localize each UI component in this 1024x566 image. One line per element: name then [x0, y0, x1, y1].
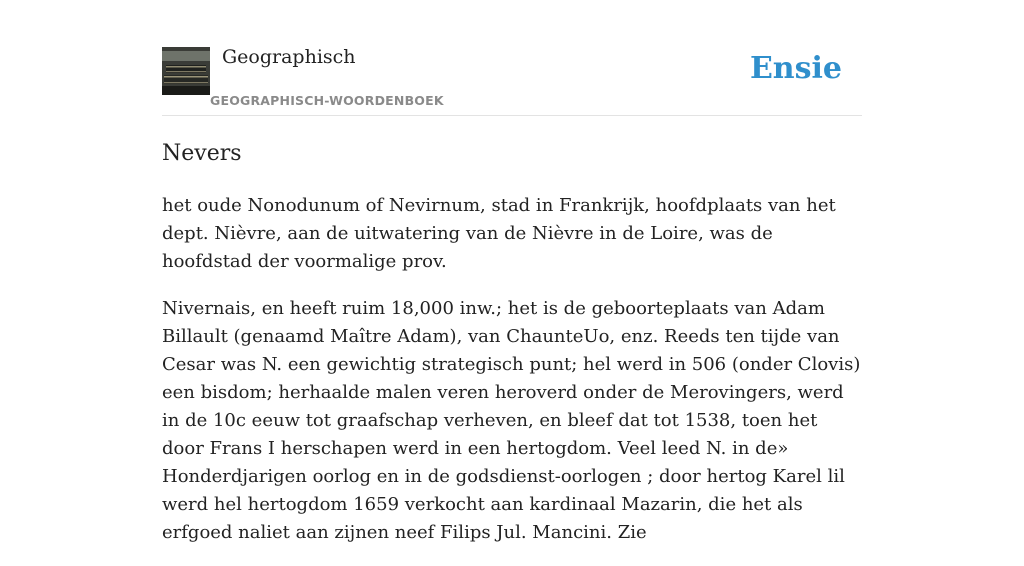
books-photo-icon[interactable]: [162, 47, 210, 95]
article-paragraph: het oude Nonodunum of Nevirnum, stad in Frankrijk, hoofdplaats van het dept. Nièvre, aan de uitwatering van de Nièvre in de Loire, was de hoofdstad der voormalige prov.: [162, 195, 836, 272]
article: [162, 138, 862, 566]
brand-logo-link[interactable]: Ensie: [749, 51, 842, 86]
site-header: [162, 46, 862, 116]
article-title: Nevers: [162, 141, 242, 166]
site-subtitle[interactable]: GEOGRAPHISCH-WOORDENBOEK: [210, 93, 444, 108]
site-title[interactable]: Geographisch: [222, 46, 356, 68]
article-paragraph: Nivernais, en heeft ruim 18,000 inw.; het is de geboorteplaats van Adam Billault (genaamd Maître Adam), van ChaunteUo, enz. Reeds ten tijde van Cesar was N. een gewichtig strategisch punt; hel werd in 506 (onder Clovis) een bisdom; herhaalde malen veren heroverd onder de Merovingers, werd in de 10c eeuw tot graafschap verheven, en bleef dat tot 1538, toen het door Frans I herschapen werd in een hertogdom. Veel leed N. in de» Honderdjarigen oorlog en in de godsdienst-oorlogen ; door hertog Karel lil werd hel hertogdom 1659 verkocht aan kardinaal Mazarin, die het als erfgoed naliet aan zijnen neef Filips Jul. Mancini. Zie: [162, 298, 861, 543]
